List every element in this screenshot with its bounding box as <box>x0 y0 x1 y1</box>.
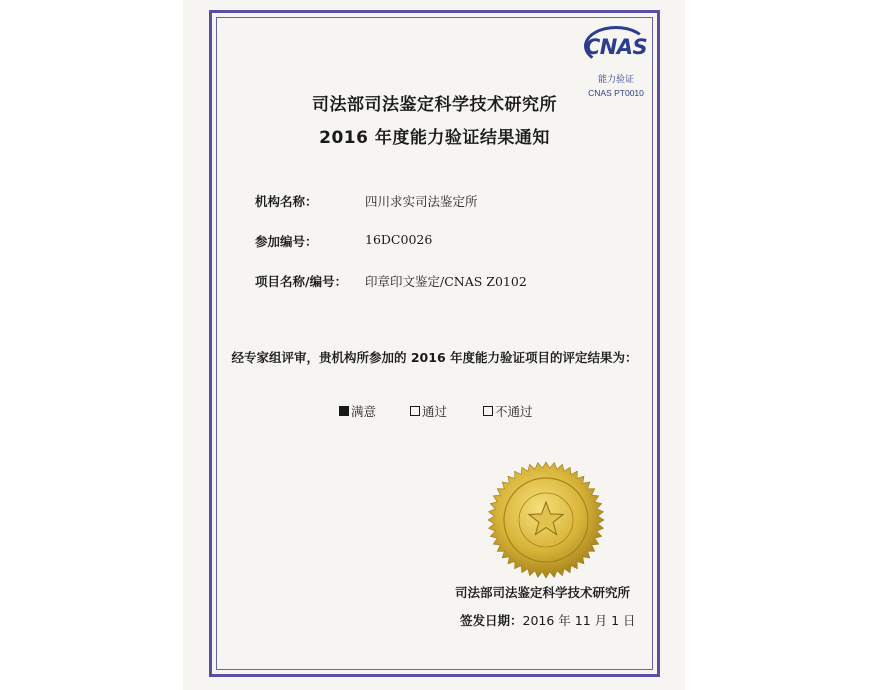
cnas-code: CNAS PT0010 <box>588 88 644 98</box>
field-label-org: 机构名称： <box>255 194 318 209</box>
issue-date-label: 签发日期： <box>460 613 523 628</box>
empty-box-icon <box>483 406 493 416</box>
empty-box-icon <box>410 406 420 416</box>
title-notice: 2016 年度能力验证结果通知 <box>319 128 550 148</box>
field-label-project: 项目名称/编号： <box>255 274 348 289</box>
cnas-caption: 能力验证 <box>597 75 634 85</box>
title-institution: 司法部司法鉴定科学技术研究所 <box>312 95 557 115</box>
option-label: 满意 <box>351 404 377 419</box>
result-options <box>0 402 870 418</box>
option-label: 通过 <box>422 404 448 419</box>
option-satisfactory <box>339 402 376 420</box>
checked-box-icon <box>339 406 349 416</box>
cnas-brand: CNAS <box>584 35 648 59</box>
option-label: 不通过 <box>495 404 533 419</box>
field-value-id: 16DC0026 <box>365 232 433 247</box>
field-value-org: 四川求实司法鉴定所 <box>365 194 478 209</box>
evaluation-statement: 经专家组评审，贵机构所参加的 2016 年度能力验证项目的评定结果为： <box>231 350 638 365</box>
option-fail <box>483 402 533 420</box>
gold-seal-icon <box>486 460 606 580</box>
field-value-project: 印章印文鉴定/CNAS Z0102 <box>365 274 527 289</box>
issuer-name: 司法部司法鉴定科学技术研究所 <box>455 585 631 600</box>
option-pass <box>410 402 447 420</box>
issue-date-value: 2016 年 11 月 1 日 <box>522 613 636 628</box>
issue-date <box>460 611 636 629</box>
field-label-id: 参加编号： <box>255 234 318 249</box>
